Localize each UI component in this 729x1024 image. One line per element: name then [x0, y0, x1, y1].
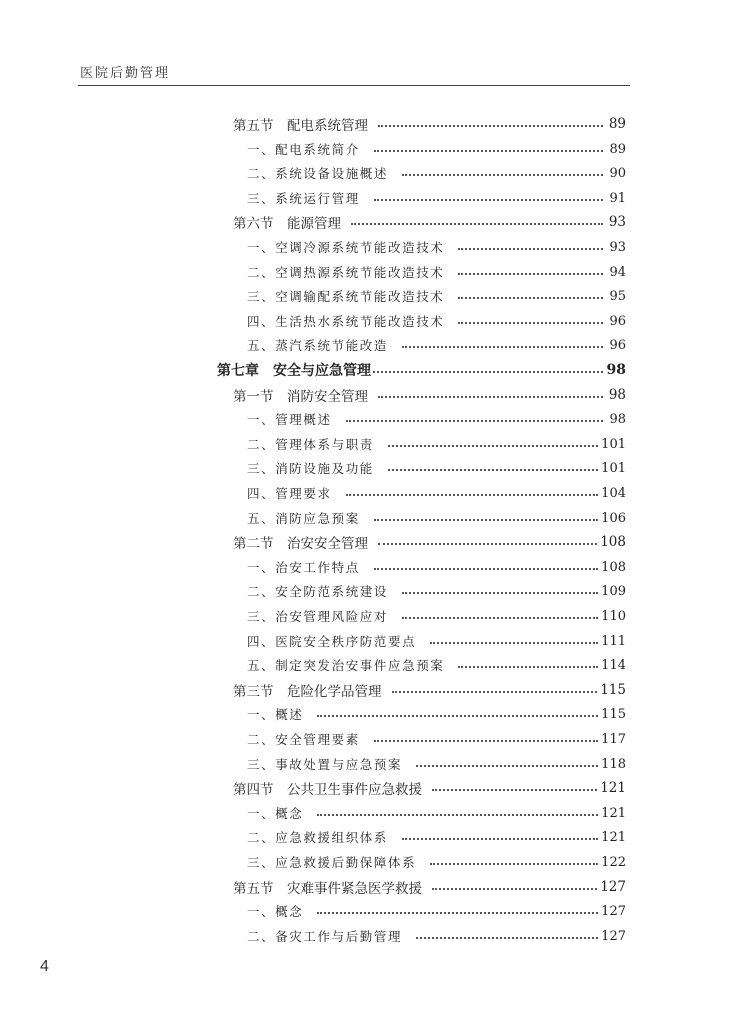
toc-item-row — [247, 802, 626, 824]
toc-entry-page-number: 121 — [601, 805, 626, 821]
dot-leader — [374, 150, 603, 152]
toc-entry-title: 二、系统设备设施概述 — [247, 166, 389, 181]
dot-leader — [458, 248, 603, 250]
dot-leader — [378, 543, 597, 545]
toc-entry-page-number: 127 — [600, 879, 626, 895]
toc-entry-title: 一、配电系统简介 — [247, 142, 360, 157]
dot-leader — [402, 592, 598, 594]
toc-item-row — [247, 654, 626, 676]
toc-entry-page-number: 96 — [609, 313, 626, 329]
toc-entry-title: 四、管理要求 — [247, 486, 332, 501]
toc-entry-title: 第五节 灾难事件紧急医学救援 — [233, 881, 422, 897]
dot-leader — [317, 814, 598, 816]
toc-entry-title: 三、事故处置与应急预案 — [247, 757, 403, 772]
toc-entry-page-number: 117 — [601, 731, 626, 747]
toc-entry-title: 二、安全防范系统建设 — [247, 584, 389, 599]
dot-leader — [317, 912, 598, 914]
toc-entry-title: 五、蒸汽系统节能改造 — [247, 338, 389, 353]
toc-entry-page-number: 109 — [601, 583, 626, 599]
toc-entry-title: 一、概述 — [247, 707, 304, 722]
toc-entry-title: 二、管理体系与职责 — [247, 437, 374, 452]
toc-entry-title: 第六节 能源管理 — [233, 216, 341, 232]
toc-entry-page-number: 121 — [601, 829, 626, 845]
toc-entry-title: 四、生活热水系统节能改造技术 — [247, 314, 445, 329]
dot-leader — [416, 937, 598, 939]
toc-entry-page-number: 118 — [601, 756, 626, 772]
toc-entry-title: 二、空调热源系统节能改造技术 — [247, 265, 445, 280]
toc-item-row — [247, 236, 626, 258]
toc-entry-title: 二、安全管理要素 — [247, 732, 360, 747]
toc-item-row — [247, 728, 626, 750]
toc-entry-title: 三、消防设施及功能 — [247, 461, 374, 476]
toc-entry-title: 一、治安工作特点 — [247, 560, 360, 575]
dot-leader — [388, 445, 598, 447]
dot-leader — [402, 174, 603, 176]
toc-entry-title: 二、应急救援组织体系 — [247, 830, 389, 845]
toc-item-row — [247, 703, 626, 725]
toc-entry-title: 四、医院安全秩序防范要点 — [247, 634, 417, 649]
toc-entry-title: 三、空调输配系统节能改造技术 — [247, 289, 445, 304]
dot-leader — [402, 617, 598, 619]
dot-leader — [458, 666, 598, 668]
toc-item-row — [247, 334, 626, 356]
toc-section-row — [233, 679, 626, 701]
toc-item-row — [247, 285, 626, 307]
toc-item-row — [247, 507, 626, 529]
toc-item-row — [247, 556, 626, 578]
toc-entry-page-number: 108 — [601, 559, 626, 575]
toc-entry-title: 三、治安管理风险应对 — [247, 609, 389, 624]
toc-entry-title: 三、应急救援后勤保障体系 — [247, 855, 417, 870]
dot-leader — [373, 371, 603, 373]
toc-entry-page-number: 94 — [609, 264, 626, 280]
toc-chapter-row — [217, 359, 626, 381]
dot-leader — [402, 838, 598, 840]
toc-entry-page-number: 101 — [601, 460, 626, 476]
dot-leader — [346, 494, 599, 496]
toc-entry-page-number: 93 — [608, 214, 626, 230]
toc-section-row — [233, 531, 626, 553]
toc-entry-page-number: 127 — [601, 928, 626, 944]
toc-item-row — [247, 630, 626, 652]
toc-section-row — [233, 876, 626, 898]
toc-section-row — [233, 384, 626, 406]
toc-entry-page-number: 101 — [601, 436, 626, 452]
toc-item-row — [247, 580, 626, 602]
toc-entry-page-number: 122 — [601, 854, 626, 870]
toc-entry-title: 五、制定突发治安事件应急预案 — [247, 658, 445, 673]
toc-entry-title: 二、备灾工作与后勤管理 — [247, 929, 403, 944]
toc-item-row — [247, 753, 626, 775]
toc-entry-page-number: 106 — [601, 510, 626, 526]
toc-item-row — [247, 826, 626, 848]
toc-item-row — [247, 900, 626, 922]
toc-entry-page-number: 111 — [601, 633, 626, 649]
toc-entry-page-number: 98 — [609, 411, 626, 427]
dot-leader — [430, 642, 598, 644]
dot-leader — [416, 765, 598, 767]
dot-leader — [458, 322, 603, 324]
toc-entry-title: 第二节 治安安全管理 — [233, 536, 368, 552]
dot-leader — [378, 125, 603, 127]
toc-item-row — [247, 408, 626, 430]
toc-item-row — [247, 187, 626, 209]
toc-entry-page-number: 91 — [609, 190, 626, 206]
toc-entry-page-number: 96 — [609, 337, 626, 353]
toc-entry-page-number: 115 — [600, 682, 626, 698]
dot-leader — [392, 691, 598, 693]
toc-entry-page-number: 98 — [606, 362, 626, 378]
toc-entry-page-number: 98 — [608, 387, 626, 403]
dot-leader — [378, 396, 603, 398]
toc-entry-title: 三、系统运行管理 — [247, 191, 360, 206]
toc-entry-page-number: 104 — [601, 485, 626, 501]
toc-item-row — [247, 482, 626, 504]
toc-entry-page-number: 110 — [601, 608, 626, 624]
toc-entry-page-number: 89 — [609, 141, 626, 157]
toc-entry-page-number: 90 — [609, 165, 626, 181]
toc-entry-page-number: 114 — [601, 657, 626, 673]
toc-entry-page-number: 95 — [609, 288, 626, 304]
toc-entry-title: 一、概念 — [247, 904, 304, 919]
dot-leader — [458, 297, 603, 299]
toc-item-row — [247, 457, 626, 479]
page-number: 4 — [40, 958, 49, 975]
toc-item-row — [247, 162, 626, 184]
toc-section-row — [233, 211, 626, 233]
toc-item-row — [247, 851, 626, 873]
toc-item-row — [247, 433, 626, 455]
toc-item-row — [247, 925, 626, 947]
toc-entry-title: 一、空调冷源系统节能改造技术 — [247, 240, 445, 255]
dot-leader — [432, 789, 597, 791]
toc-entry-page-number: 115 — [601, 706, 626, 722]
toc-item-row — [247, 310, 626, 332]
dot-leader — [351, 223, 603, 225]
dot-leader — [317, 715, 598, 717]
toc-entry-title: 第一节 消防安全管理 — [233, 389, 368, 405]
toc-entry-page-number: 127 — [601, 903, 626, 919]
running-header-title: 医院后勤管理 — [80, 66, 171, 81]
dot-leader — [430, 863, 598, 865]
toc-entry-page-number: 93 — [609, 239, 626, 255]
toc-item-row — [247, 261, 626, 283]
dot-leader — [346, 420, 603, 422]
toc-entry-page-number: 108 — [600, 534, 626, 550]
toc-entry-page-number: 89 — [608, 116, 626, 132]
dot-leader — [458, 273, 603, 275]
dot-leader — [374, 568, 598, 570]
toc-entry-title: 第三节 危险化学品管理 — [233, 684, 382, 700]
dot-leader — [432, 888, 597, 890]
toc-entry-title: 一、概念 — [247, 806, 304, 821]
toc-section-row — [233, 777, 626, 799]
dot-leader — [388, 469, 598, 471]
toc-entry-title: 五、消防应急预案 — [247, 511, 360, 526]
toc-item-row — [247, 605, 626, 627]
toc-entry-title: 第四节 公共卫生事件应急救援 — [233, 782, 422, 798]
toc-entry-title: 一、管理概述 — [247, 412, 332, 427]
toc-entry-page-number: 121 — [600, 780, 626, 796]
header-divider — [78, 85, 630, 86]
toc-section-row — [233, 113, 626, 135]
toc-item-row — [247, 138, 626, 160]
dot-leader — [374, 740, 598, 742]
dot-leader — [374, 199, 603, 201]
toc-entry-title: 第七章 安全与应急管理 — [217, 363, 371, 379]
toc-entry-title: 第五节 配电系统管理 — [233, 118, 368, 134]
dot-leader — [402, 346, 603, 348]
dot-leader — [374, 519, 598, 521]
